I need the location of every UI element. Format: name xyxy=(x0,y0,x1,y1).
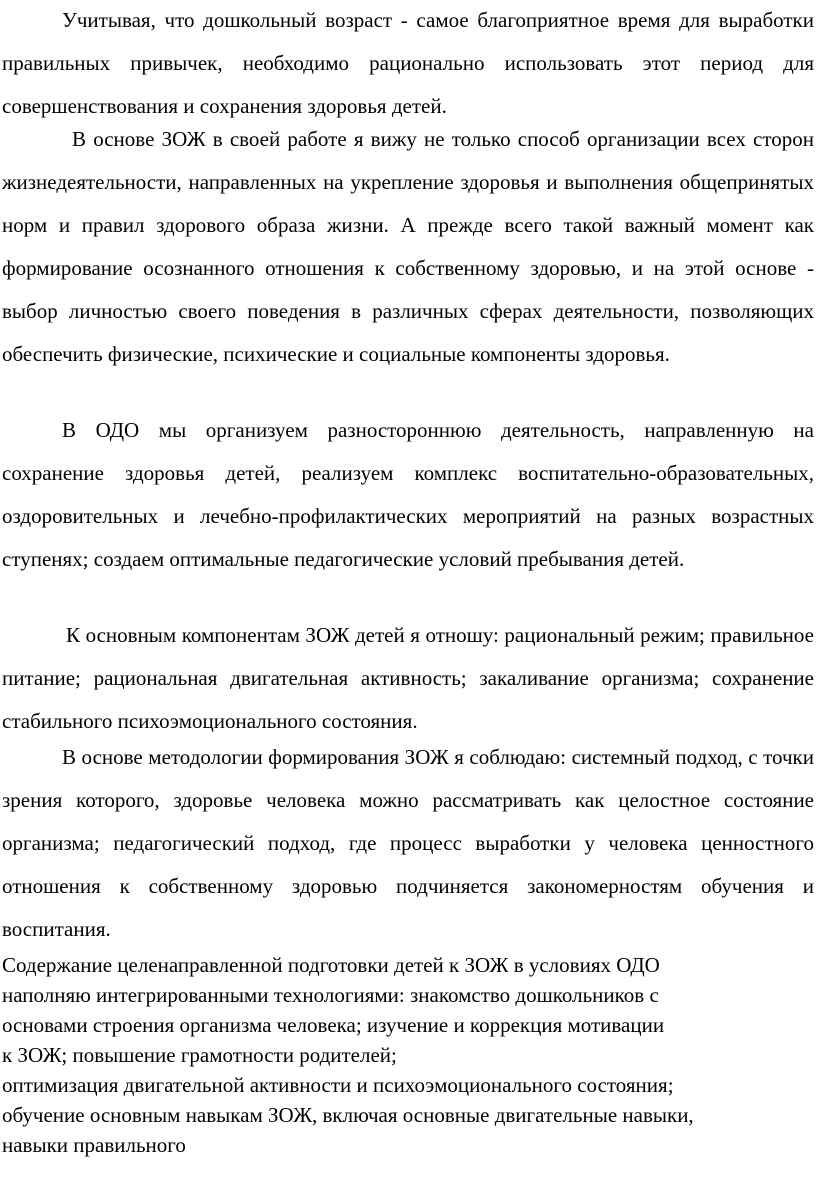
closing-line: обучение основным навыкам ЗОЖ, включая основные двигательные навыки, xyxy=(2,1103,694,1127)
paragraph-healthy-lifestyle-basis: В основе ЗОЖ в своей работе я вижу не только способ организации всех сторон жизнедеятельности, направленных на укрепление здоровья и выполнения общепринятых норм и правил здорового образа жизни. А прежде всего такой важный момент как формирование осознанного отношения к собственному здоровью, и на этой основе - выбор личностью своего поведения в различных сферах деятельности, позволяющих обеспечить физические, психические и социальные компоненты здоровья. xyxy=(2,127,814,366)
paragraph-odo-activities: В ОДО мы организуем разностороннюю деятельность, направленную на сохранение здоровья детей, реализуем комплекс воспитательно-образовательных, оздоровительных и лечебно-профилактических мероприятий на разных возрастных ступенях; создаем оптимальные педагогические условий пребывания детей. xyxy=(2,418,814,571)
closing-text-block xyxy=(2,950,814,1160)
closing-line: навыки правильного xyxy=(2,1133,186,1157)
paragraph-methodology: В основе методологии формирования ЗОЖ я соблюдаю: системный подход, с точки зрения которого, здоровье человека можно рассматривать как целостное состояние организма; педагогический подход, где процесс выработки у человека ценностного отношения к собственному здоровью подчиняется закономерностям обучения и воспитания. xyxy=(2,745,814,941)
closing-line: к ЗОЖ; повышение грамотности родителей; xyxy=(2,1043,397,1067)
closing-line: основами строения организма человека; изучение и коррекция мотивации xyxy=(2,1013,665,1037)
paragraph-preschool-age: Учитывая, что дошкольный возраст - самое благоприятное время для выработки правильных привычек, необходимо рационально использовать этот период для совершенствования и сохранения здоровья детей. xyxy=(2,8,814,118)
closing-line: оптимизация двигательной активности и психоэмоционального состояния; xyxy=(2,1073,674,1097)
closing-line: Содержание целенаправленной подготовки детей к ЗОЖ в условиях ОДО xyxy=(2,953,660,977)
closing-line: наполняю интегрированными технологиями: знакомство дошкольников с xyxy=(2,983,659,1007)
paragraph-main-components: К основным компонентам ЗОЖ детей я отношу: рациональный режим; правильное питание; рациональная двигательная активность; закаливание организма; сохранение стабильного психоэмоционального состояния. xyxy=(2,623,814,733)
